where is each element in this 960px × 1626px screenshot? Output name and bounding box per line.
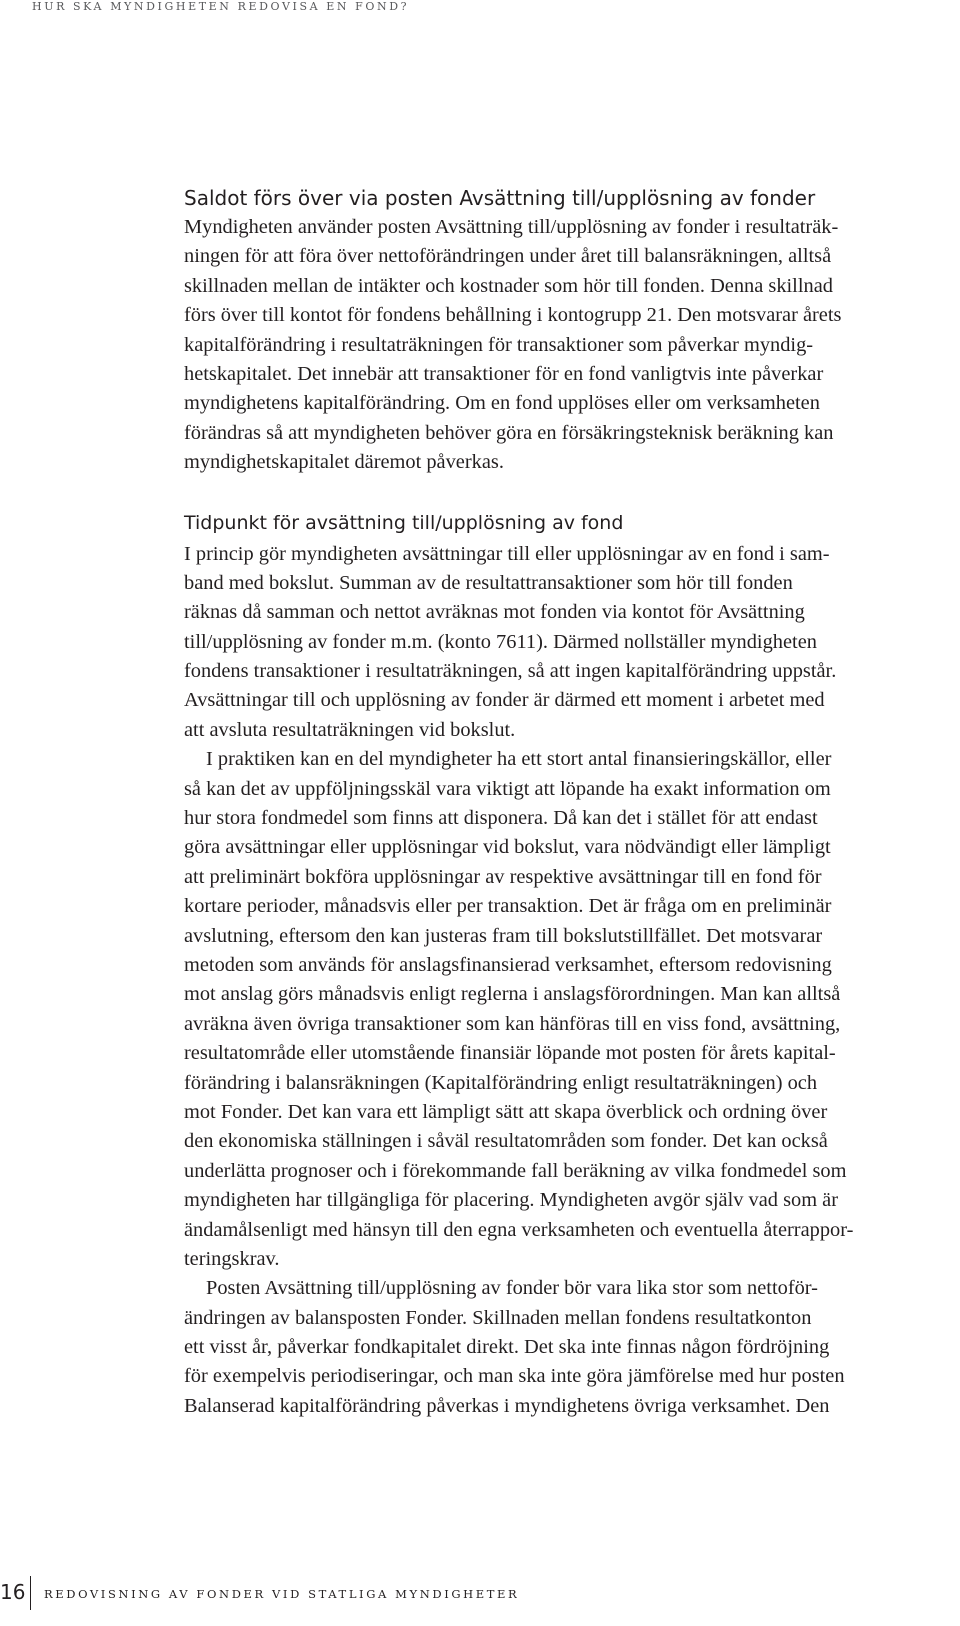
section-heading-saldot: Saldot förs över via posten Avsättning till/upplösning av fonder bbox=[184, 186, 816, 210]
text-line: göra avsättningar eller upplösningar vid bokslut, vara nödvändigt eller lämpligt bbox=[184, 836, 831, 859]
text-line: ningen för att föra över nettoförändringen under året till balansräkningen, alltså bbox=[184, 245, 832, 268]
page-number: 16 bbox=[0, 1580, 26, 1604]
paragraph-tidpunkt-3 bbox=[184, 1274, 914, 1421]
text-line: förändras så att myndigheten behöver göra en försäkringsteknisk beräkning kan bbox=[184, 421, 834, 444]
text-line: räknas då samman och nettot avräknas mot fonden via kontot för Avsättning bbox=[184, 601, 805, 624]
text-line: teringskrav. bbox=[184, 1247, 280, 1270]
text-line: mot Fonder. Det kan vara ett lämpligt sätt att skapa överblick och ordning över bbox=[184, 1100, 828, 1123]
text-line: band med bokslut. Summan av de resultattransaktioner som hör till fonden bbox=[184, 571, 793, 594]
text-line: myndigheten har tillgängliga för placering. Myndigheten avgör själv vad som är bbox=[184, 1189, 839, 1212]
page-footer bbox=[0, 1578, 960, 1608]
paragraph-tidpunkt-1 bbox=[184, 540, 914, 746]
running-header: HUR SKA MYNDIGHETEN REDOVISA EN FOND? bbox=[32, 0, 410, 13]
text-line: underlätta prognoser och i förekommande fall beräkning av vilka fondmedel som bbox=[184, 1159, 847, 1182]
text-line: Balanserad kapitalförändring påverkas i myndighetens övriga verksamhet. Den bbox=[184, 1394, 830, 1417]
text-line: hur stora fondmedel som finns att disponera. Då kan det i stället för att endast bbox=[184, 807, 818, 830]
text-line: hetskapitalet. Det innebär att transaktioner för en fond vanligtvis inte påverkar bbox=[184, 362, 824, 385]
text-line: att preliminärt bokföra upplösningar av respektive avsättningar till en fond för bbox=[184, 865, 822, 888]
text-line: ändringen av balansposten Fonder. Skillnaden mellan fondens resultatkonton bbox=[184, 1306, 812, 1329]
section-heading-tidpunkt: Tidpunkt för avsättning till/upplösning av fond bbox=[184, 511, 624, 534]
text-line: ett visst år, påverkar fondkapitalet direkt. Det ska inte finnas någon fördröjning bbox=[184, 1336, 830, 1359]
footer-divider bbox=[30, 1576, 31, 1610]
text-line: avräkna även övriga transaktioner som kan hänföras till en viss fond, avsättning, bbox=[184, 1012, 841, 1035]
text-line: den ekonomiska ställningen i såväl resultatområden som fonder. Det kan också bbox=[184, 1130, 828, 1153]
text-line: kortare perioder, månadsvis eller per transaktion. Det är fråga om en preliminär bbox=[184, 895, 832, 918]
publication-title: REDOVISNING AV FONDER VID STATLIGA MYNDIGHETER bbox=[44, 1587, 520, 1601]
text-line: metoden som används för anslagsfinansierad verksamhet, eftersom redovisning bbox=[184, 953, 832, 976]
text-line: kapitalförändring i resultaträkningen för transaktioner som påverkar myndig- bbox=[184, 333, 814, 356]
text-line: till/upplösning av fonder m.m. (konto 7611). Därmed nollställer myndigheten bbox=[184, 630, 817, 653]
text-line: myndighetskapitalet däremot påverkas. bbox=[184, 451, 504, 474]
text-line: för exempelvis periodiseringar, och man ska inte göra jämförelse med hur posten bbox=[184, 1365, 845, 1388]
text-line: så kan det av uppföljningsskäl vara viktigt att löpande ha exakt information om bbox=[184, 777, 831, 800]
main-content bbox=[184, 183, 914, 1421]
paragraph-saldot bbox=[184, 213, 914, 478]
text-line: Posten Avsättning till/upplösning av fonder bör vara lika stor som nettoför- bbox=[206, 1277, 818, 1300]
text-line: skillnaden mellan de intäkter och kostnader som hör till fonden. Denna skillnad bbox=[184, 274, 833, 297]
text-line: Avsättningar till och upplösning av fonder är därmed ett moment i arbetet med bbox=[184, 689, 825, 712]
text-line: förändring i balansräkningen (Kapitalförändring enligt resultaträkningen) och bbox=[184, 1071, 818, 1094]
text-line: ändamålsenligt med hänsyn till den egna verksamheten och eventuella återrappor- bbox=[184, 1218, 854, 1241]
text-line: avslutning, eftersom den kan justeras fram till bokslutstillfället. Det motsvarar bbox=[184, 924, 823, 947]
paragraph-tidpunkt-2 bbox=[184, 745, 914, 1274]
text-line: resultatområde eller utomstående finansiär löpande mot posten för årets kapital- bbox=[184, 1042, 836, 1065]
text-line: myndighetens kapitalförändring. Om en fond upplöses eller om verksamheten bbox=[184, 392, 820, 415]
text-line: mot anslag görs månadsvis enligt reglerna i anslagsförordningen. Man kan alltså bbox=[184, 983, 841, 1006]
text-line: att avsluta resultaträkningen vid bokslut. bbox=[184, 718, 516, 741]
text-line: I praktiken kan en del myndigheter ha ett stort antal finansieringskällor, eller bbox=[206, 748, 832, 771]
text-line: förs över till kontot för fondens behållning i kontogrupp 21. Den motsvarar årets bbox=[184, 304, 842, 327]
text-line: fondens transaktioner i resultaträkningen, så att ingen kapitalförändring uppstår. bbox=[184, 660, 837, 683]
text-line: I princip gör myndigheten avsättningar till eller upplösningar av en fond i sam- bbox=[184, 542, 830, 565]
text-line: Myndigheten använder posten Avsättning till/upplösning av fonder i resultaträk- bbox=[184, 216, 839, 238]
